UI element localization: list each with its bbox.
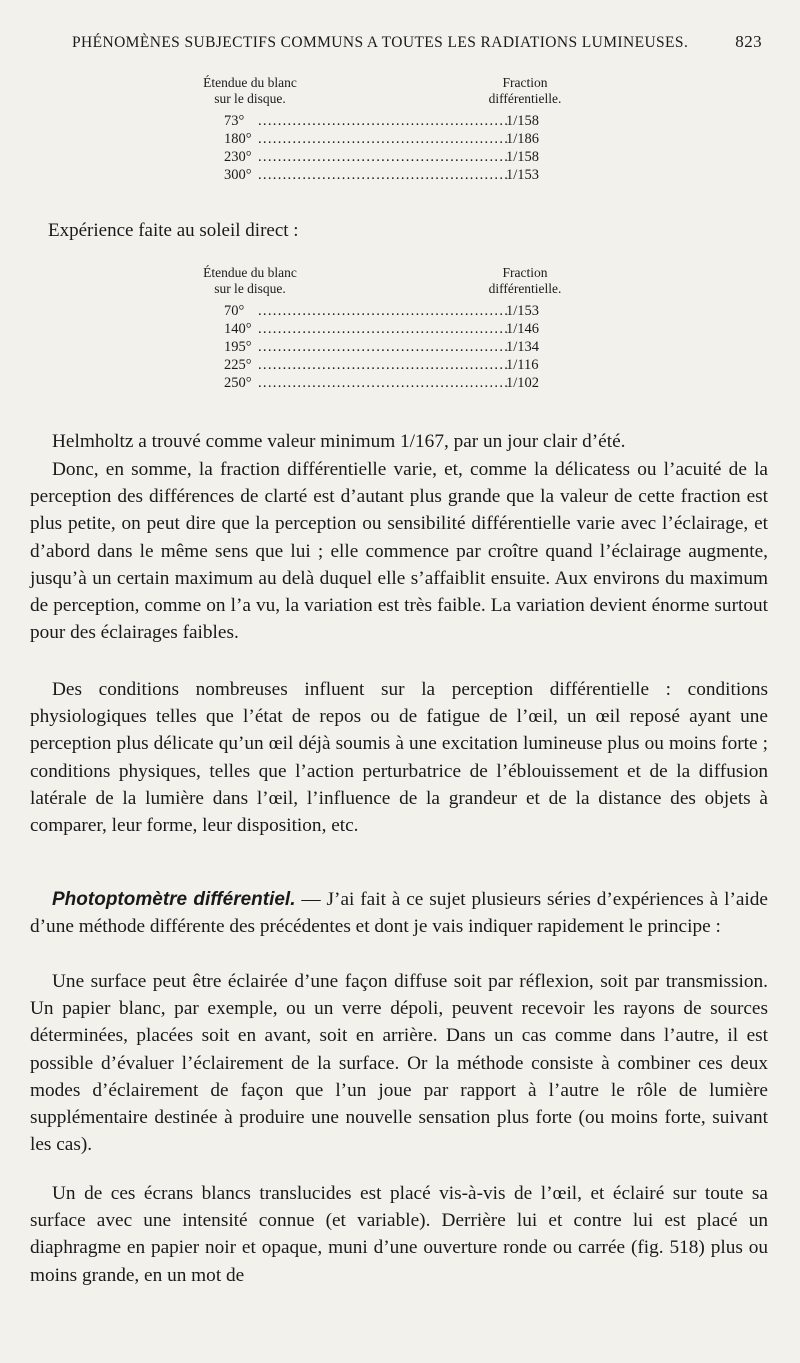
paragraph-helmholtz: Helmholtz a trouvé comme valeur minimum 1/167, par un jour clair d’été. [52,431,626,452]
table-header-right: Fraction différentielle. [488,265,562,296]
page-number: 823 [735,32,762,51]
table-white-extent-1 [180,75,575,195]
paragraph-differential-fraction: Donc, en somme, la fraction différentielle varie, et, comme la délicatess ou l’acuité de la perception des différences de clarté est d’autant plus grande que la valeur de cette fraction est plus petite, on peut dire que la perception ou sensibilité différentielle varie avec l’éclairage, et d’abord dans le même sens que lui ; elle commence par croître quand l’éclairage augmente, jusqu’à un certain maximum au delà duquel elle s’affaiblit ensuite. Aux environs du maximum de perception, comme on l’a vu, la variation est très faible. La variation devient énorme surtout pour des éclairages faibles. [30,459,768,644]
section-heading: Photoptomètre différentiel. [52,889,296,910]
table-row: 250° ................................................... 1/102 [224,375,540,391]
table-row: 230° ................................................... 1/158 [224,149,540,165]
table-row: 140° ................................................... 1/146 [224,321,540,337]
section-body: — J’ai fait à ce sujet plusieurs séries d’expériences à l’aide d’une méthode différente des précédentes et dont je vais indiquer rapidement le principe : [30,889,768,938]
table-row: 225° ................................................... 1/116 [224,357,539,373]
paragraph-conditions: Des conditions nombreuses influent sur la perception différentielle : conditions physiologiques telles que l’état de repos ou de fatigue de l’œil, un œil reposé ayant une perception plus délicate qu’un œil déjà soumis à une excitation lumineuse plus ou moins forte ; conditions physiques, telles que l’action perturbatrice de l’éblouissement et de la diffusion latérale de la lumière dans l’œil, l’influence de la grandeur et de la distance des objets à comparer, leur forme, leur disposition, etc. [30,679,768,837]
page-header [60,30,770,58]
paragraph-surface-illumination: Une surface peut être éclairée d’une façon diffuse soit par réflexion, soit par transmission. Un papier blanc, par exemple, ou un verre dépoli, peuvent recevoir les rayons de sources déterminées, placées soit en avant, soit en arrière. Dans un cas comme dans l’autre, il est possible d’évaluer l’éclairement de la surface. Or la méthode consiste à combiner ces deux modes d’éclairement de façon que l’un joue par rapport à l’autre le rôle de lumière supplémentaire destinée à produire une nouvelle sensation plus forte (ou moins forte, suivant les cas). [30,971,768,1156]
table-header-right: Fraction différentielle. [488,75,562,106]
table-row: 73° ................................................... 1/158 [224,113,540,129]
table-row: 70° ................................................... 1/153 [224,303,540,319]
running-title: PHÉNOMÈNES SUBJECTIFS COMMUNS A TOUTES LES RADIATIONS LUMINEUSES. [72,34,689,51]
table-white-extent-2 [180,265,575,405]
table-header-left: Étendue du blanc sur le disque. [203,75,297,106]
table-row: 300° ................................................... 1/153 [224,167,540,183]
paragraph-photoptometre [30,886,768,940]
table-header-left: Étendue du blanc sur le disque. [203,265,297,296]
experiment-caption: Expérience faite au soleil direct : [48,220,299,241]
table-row: 195° ................................................... 1/134 [224,339,540,355]
paragraph-translucent-screen: Un de ces écrans blancs translucides est placé vis-à-vis de l’œil, et éclairé sur toute sa surface avec une intensité connue (et variable). Derrière lui et contre lui est placé un diaphragme en papier noir et opaque, muni d’une ouverture ronde ou carrée (fig. 518) plus ou moins grande, en un mot de [30,1183,768,1286]
table-row: 180° ................................................... 1/186 [224,131,540,147]
